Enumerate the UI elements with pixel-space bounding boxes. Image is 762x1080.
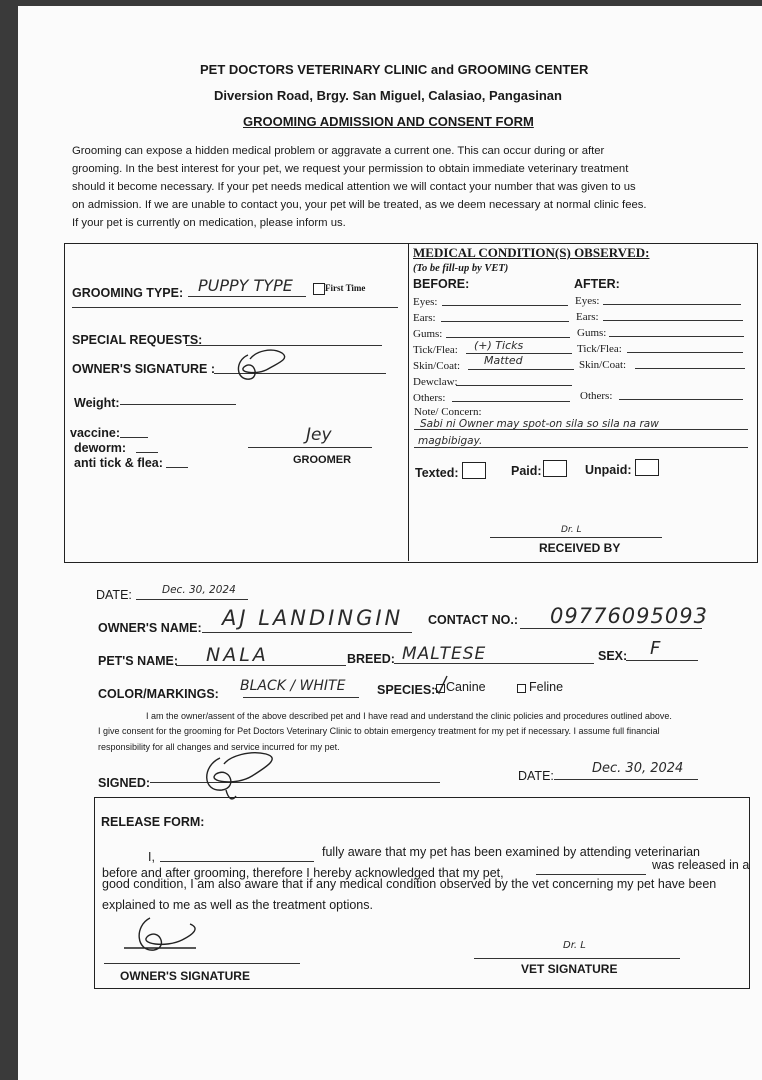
release-line-4: explained to me as well as the treatment options. [102, 898, 373, 912]
after-gums-line [609, 336, 744, 337]
grooming-type-value[interactable]: PUPPY TYPE [198, 276, 293, 295]
sex-line [626, 660, 698, 661]
intro-line: If your pet is currently on medication, please inform us. [72, 217, 346, 229]
vaccine-line [120, 437, 148, 438]
canine-label: Canine [446, 680, 486, 694]
species-label: SPECIES: [377, 683, 436, 697]
note-label: Note/ Concern: [414, 406, 482, 418]
color-value[interactable]: BLACK / WHITE [240, 678, 346, 694]
after-gums-label: Gums: [577, 327, 607, 339]
owner-signature-label: OWNER'S SIGNATURE : [72, 362, 216, 376]
before-gums-label: Gums: [413, 328, 443, 340]
owner-name-value[interactable]: AJ LANDINGIN [222, 606, 404, 630]
after-eyes-label: Eyes: [575, 295, 600, 307]
medical-title: MEDICAL CONDITION(S) OBSERVED: [413, 245, 650, 260]
signed-signature-mark [196, 746, 282, 804]
first-time-checkbox[interactable] [313, 283, 325, 295]
owner-name-label: OWNER'S NAME: [98, 621, 202, 635]
release-line-1b: fully aware that my pet has been examined by attending veterinarian [322, 845, 701, 859]
signed-line [150, 782, 440, 783]
weight-line [120, 404, 236, 405]
medical-subtitle: (To be fill-up by VET) [413, 263, 509, 274]
date-label: DATE: [96, 588, 132, 602]
feline-checkbox[interactable] [517, 684, 526, 693]
after-ears-line [603, 320, 743, 321]
before-tickflea-value[interactable]: (+) Ticks [474, 339, 524, 352]
texted-checkbox[interactable] [462, 462, 486, 479]
after-tickflea-line [627, 352, 743, 353]
after-eyes-line [603, 304, 741, 305]
after-label: AFTER: [574, 277, 620, 291]
vaccine-label: vaccine: [70, 426, 121, 440]
pet-name-value[interactable]: NALA [206, 644, 269, 666]
note-line-2[interactable]: magbibigay. [418, 435, 483, 447]
groomer-line [248, 447, 372, 448]
intro-line: should it become necessary. If your pet needs medical attention we will contact your number that was given to us [72, 181, 636, 193]
paid-checkbox[interactable] [543, 460, 567, 477]
signed-date-value[interactable]: Dec. 30, 2024 [592, 761, 684, 776]
release-owner-name-line [160, 861, 314, 862]
pet-name-line [176, 665, 346, 666]
before-eyes-line [442, 305, 568, 306]
after-others-label: Others: [580, 390, 613, 402]
after-ears-label: Ears: [576, 311, 599, 323]
consent-line: I am the owner/assent of the above described pet and I have read and understand the clinic policies and procedures outlined above. [146, 711, 672, 721]
date-line [136, 599, 248, 600]
first-time-label: First Time [325, 283, 366, 293]
owner-name-line [202, 632, 412, 633]
breed-value[interactable]: MALTESE [402, 644, 487, 664]
special-requests-label: SPECIAL REQUESTS: [72, 333, 203, 347]
contact-label: CONTACT NO.: [428, 613, 519, 627]
antitick-line [166, 467, 188, 468]
groomer-signature: Jey [306, 425, 332, 445]
note-line-1[interactable]: Sabi ni Owner may spot-on sila so sila na raw [420, 418, 659, 430]
after-skincoat-line [635, 368, 745, 369]
paid-label: Paid: [511, 464, 542, 478]
signed-date-label: DATE: [518, 769, 554, 783]
intro-line: grooming. In the best interest for your pet, we request your permission to obtain immediate veterinary treatment [72, 163, 629, 175]
received-by-signature: Dr. L [561, 525, 582, 535]
release-pet-name-line [536, 874, 646, 875]
unpaid-checkbox[interactable] [635, 459, 659, 476]
after-others-line [619, 399, 743, 400]
antitick-label: anti tick & flea: [74, 456, 163, 470]
before-dewclaw-line [456, 385, 572, 386]
before-tickflea-label: Tick/Flea: [413, 344, 458, 356]
note-rule-1 [414, 429, 748, 430]
before-dewclaw-label: Dewclaw: [413, 376, 458, 388]
before-ears-label: Ears: [413, 312, 436, 324]
release-title: RELEASE FORM: [101, 815, 205, 829]
texted-label: Texted: [415, 466, 459, 480]
contact-value[interactable]: 09776095093 [550, 604, 708, 628]
feline-label: Feline [529, 680, 564, 694]
grooming-type-line [188, 296, 306, 297]
color-label: COLOR/MARKINGS: [98, 687, 219, 701]
intro-line: on admission. If we are unable to contact you, your pet will be treated, as we deem necessary at normal clinic fees. [72, 199, 647, 211]
sex-label: SEX: [598, 649, 628, 663]
release-line-2a: before and after grooming, therefore I hereby acknowledged that my pet, [102, 866, 504, 880]
after-tickflea-label: Tick/Flea: [577, 343, 622, 355]
note-rule-2 [414, 447, 748, 448]
color-line [243, 697, 359, 698]
intro-paragraph [72, 142, 692, 232]
intro-line: Grooming can expose a hidden medical problem or aggravate a current one. This can occur during or after [72, 145, 605, 157]
grooming-type-line-2 [72, 307, 398, 308]
groomer-label: GROOMER [293, 454, 352, 466]
before-skincoat-line [468, 369, 574, 370]
before-ears-line [441, 321, 569, 322]
after-skincoat-label: Skin/Coat: [579, 359, 627, 371]
deworm-label: deworm: [74, 441, 127, 455]
form-title: GROOMING ADMISSION AND CONSENT FORM [243, 114, 534, 129]
contact-line [520, 628, 702, 629]
before-others-label: Others: [413, 392, 446, 404]
release-line-1a: I, [148, 850, 155, 864]
before-eyes-label: Eyes: [413, 296, 438, 308]
before-skincoat-label: Skin/Coat: [413, 360, 461, 372]
date-value[interactable]: Dec. 30, 2024 [162, 584, 236, 596]
grooming-type-label: GROOMING TYPE: [72, 286, 184, 300]
release-owner-signature-mark [124, 912, 202, 964]
release-owner-signature-label: OWNER'S SIGNATURE [120, 969, 250, 983]
received-by-label: RECEIVED BY [539, 541, 621, 555]
release-owner-signature-line [104, 963, 300, 964]
sex-value[interactable]: F [650, 638, 661, 659]
received-by-line [490, 537, 662, 538]
vet-signature: Dr. L [563, 940, 586, 951]
vet-signature-label: VET SIGNATURE [521, 962, 618, 976]
consent-line: responsibility for all changes and service incurred for my pet. [98, 742, 340, 752]
signed-date-line [554, 779, 698, 780]
weight-label: Weight: [74, 396, 120, 410]
before-skincoat-value[interactable]: Matted [484, 354, 523, 367]
unpaid-label: Unpaid: [585, 463, 632, 477]
owner-signature-mark [228, 345, 292, 387]
consent-line: I give consent for the grooming for Pet Doctors Veterinary Clinic to obtain emergency treatment for my pet if necessary. I assume full financial [98, 726, 660, 736]
before-others-line [452, 401, 570, 402]
before-label: BEFORE: [413, 277, 470, 291]
release-line-3: good condition, I am also aware that if any medical condition observed by the vet concerning my pet have been [102, 877, 717, 891]
breed-line [394, 663, 594, 664]
breed-label: BREED: [347, 652, 395, 666]
release-line-2b: was released in a [652, 858, 750, 872]
deworm-line [136, 452, 158, 453]
vet-signature-line [474, 958, 680, 959]
pet-name-label: PET'S NAME: [98, 654, 179, 668]
clinic-address: Diversion Road, Brgy. San Miguel, Calasiao, Pangasinan [214, 88, 562, 103]
signed-label: SIGNED: [98, 776, 151, 790]
column-divider [408, 244, 409, 561]
clinic-name: PET DOCTORS VETERINARY CLINIC and GROOMING CENTER [200, 62, 589, 77]
before-gums-line [446, 337, 570, 338]
